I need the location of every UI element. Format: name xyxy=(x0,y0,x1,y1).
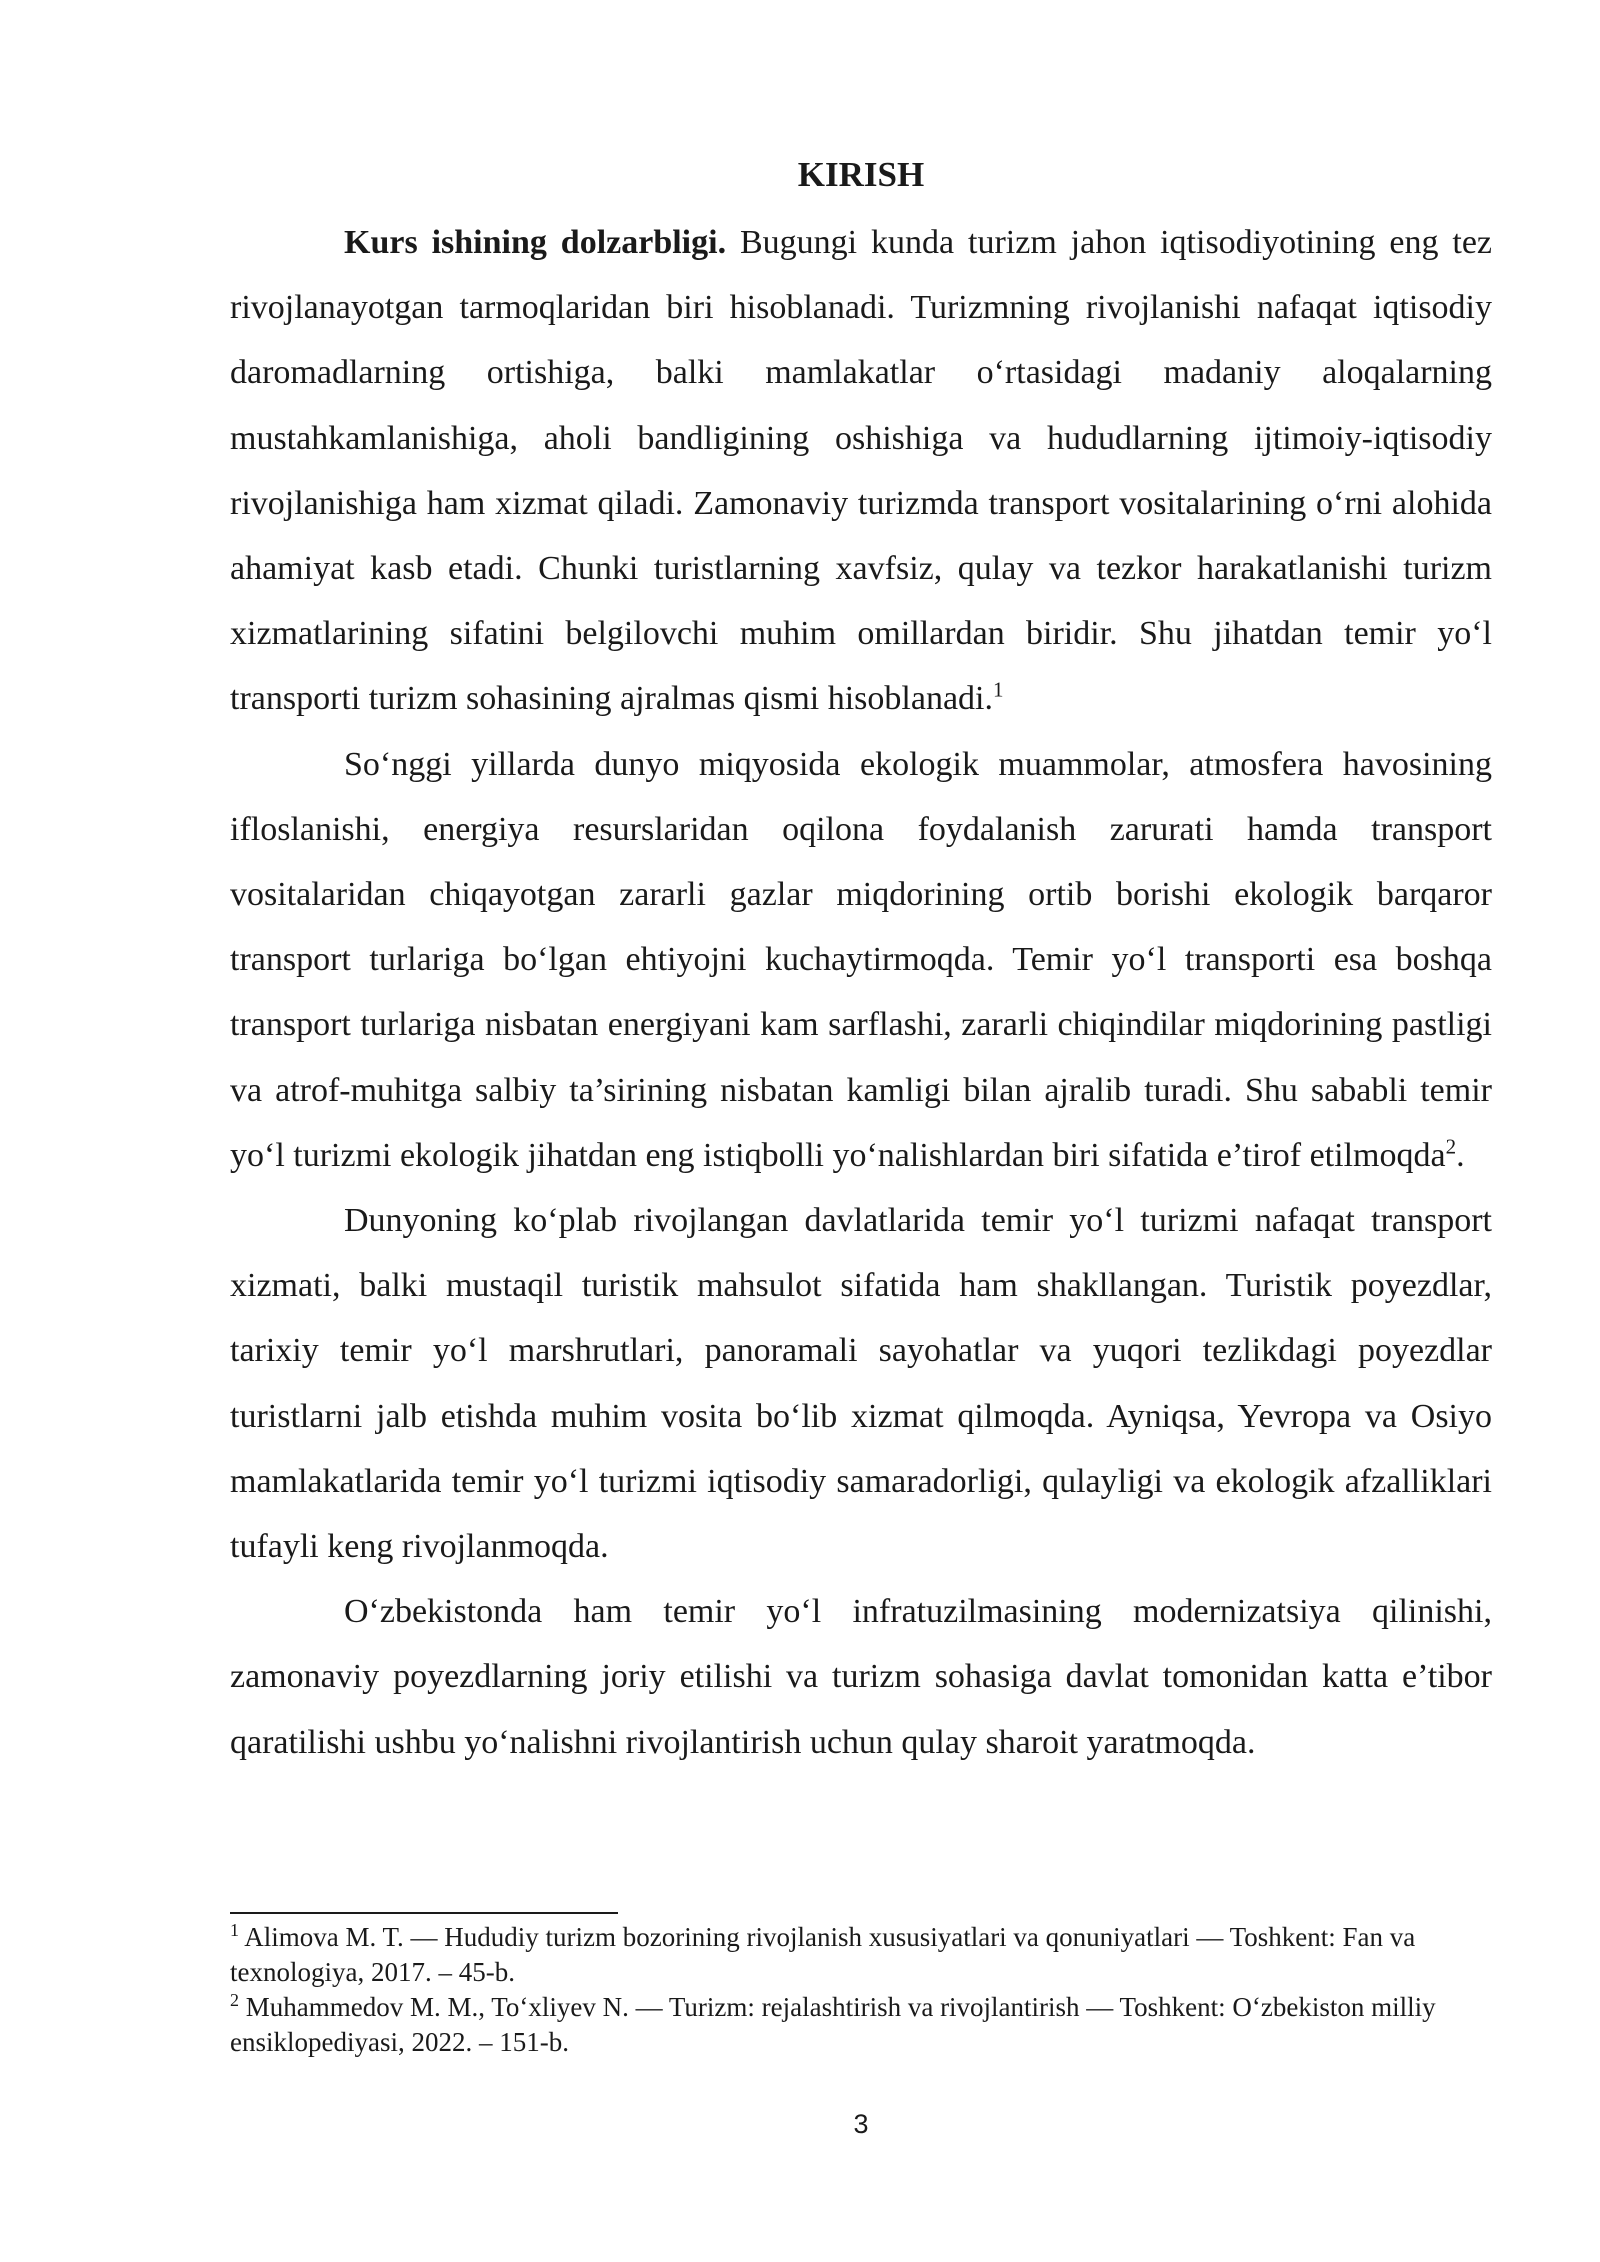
footnote-1 xyxy=(230,1920,1492,1990)
footnote-separator xyxy=(230,1912,618,1914)
paragraph-uzbekistan xyxy=(230,1579,1492,1775)
paragraph-tail: . xyxy=(1456,1136,1465,1174)
section-title: KIRISH xyxy=(797,155,925,194)
footnote-text: Muhammedov M. M., To‘xliyev N. — Turizm: rejalashtirish va rivojlantirish — Toshkent: O‘zbekiston milliy ensiklopediyasi, 2022. – 151-b. xyxy=(230,1992,1436,2057)
paragraph-text: So‘nggi yillarda dunyo miqyosida ekologik muammolar, atmosfera havosining ifloslanishi, energiya resurslaridan oqilona foydalanish zarurati hamda transport vositalaridan chiqayotgan zararli gazlar miqdorining ortib borishi ekologik barqaror transport turlariga bo‘lgan ehtiyojni kuchaytirmoqda. Temir yo‘l transporti esa boshqa transport turlariga nisbatan energiyani kam sarflashi, zararli chiqindilar miqdorining pastligi va atrof-muhitga salbiy ta’sirining nisbatan kamligi bilan ajralib turadi. Shu sababli temir yo‘l turizmi ekologik jihatdan eng istiqbolli yo‘nalishlardan biri sifatida e’tirof etilmoqda xyxy=(230,745,1492,1174)
footnotes xyxy=(230,1920,1492,2060)
footnote-number: 1 xyxy=(230,1920,239,1940)
paragraph-world xyxy=(230,1188,1492,1579)
footnote-text: Alimova M. T. — Hududiy turizm bozorining rivojlanish xususiyatlari va qonuniyatlari — Toshkent: Fan va texnologiya, 2017. – 45-b. xyxy=(230,1922,1416,1987)
paragraph-text: Bugungi kunda turizm jahon iqtisodiyotining eng tez rivojlanayotgan tarmoqlaridan biri hisoblanadi. Turizmning rivojlanishi nafaqat iqtisodiy daromadlarning ortishiga, balki mamlakatlar o‘rtasidagi madaniy aloqalarning mustahkamlanishiga, aholi bandligining oshishiga va hududlarning ijtimoiy-iqtisodiy rivojlanishiga ham xizmat qiladi. Zamonaviy turizmda transport vositalarining o‘rni alohida ahamiyat kasb etadi. Chunki turistlarning xavfsiz, qulay va tezkor harakatlanishi turizm xizmatlarining sifatini belgilovchi muhim omillardan biridir. Shu jihatdan temir yo‘l transporti turizm sohasining ajralmas qismi hisoblanadi. xyxy=(230,224,1492,718)
footnote-ref: 1 xyxy=(993,678,1004,703)
paragraph-lead: Kurs ishining dolzarbligi. xyxy=(344,224,727,261)
footnote-2 xyxy=(230,1990,1492,2060)
paragraph-text: Dunyoning ko‘plab rivojlangan davlatlarida temir yo‘l turizmi nafaqat transport xizmati, balki mustaqil turistik mahsulot sifatida ham shakllangan. Turistik poyezdlar, tarixiy temir yo‘l marshrutlari, panoramali sayohatlar va yuqori tezlikdagi poyezdlar turistlarni jalb etishda muhim vosita bo‘lib xizmat qilmoqda. Ayniqsa, Yevropa va Osiyo mamlakatlarida temir yo‘l turizmi iqtisodiy samaradorligi, qulayligi va ekologik afzalliklari tufayli keng rivojlanmoqda. xyxy=(230,1202,1492,1566)
body-text xyxy=(230,210,1492,1775)
paragraph-relevance xyxy=(230,210,1492,732)
footnote-number: 2 xyxy=(230,1990,239,2010)
paragraph-ecology xyxy=(230,732,1492,1188)
paragraph-text: O‘zbekistonda ham temir yo‘l infratuzilmasining modernizatsiya qilinishi, zamonaviy poyezdlarning joriy etilishi va turizm sohasiga davlat tomonidan katta e’tibor qaratilishi ushbu yo‘nalishni rivojlantirish uchun qulay sharoit yaratmoqda. xyxy=(230,1593,1492,1761)
footnote-ref: 2 xyxy=(1445,1134,1457,1159)
page-number: 3 xyxy=(853,2109,869,2139)
